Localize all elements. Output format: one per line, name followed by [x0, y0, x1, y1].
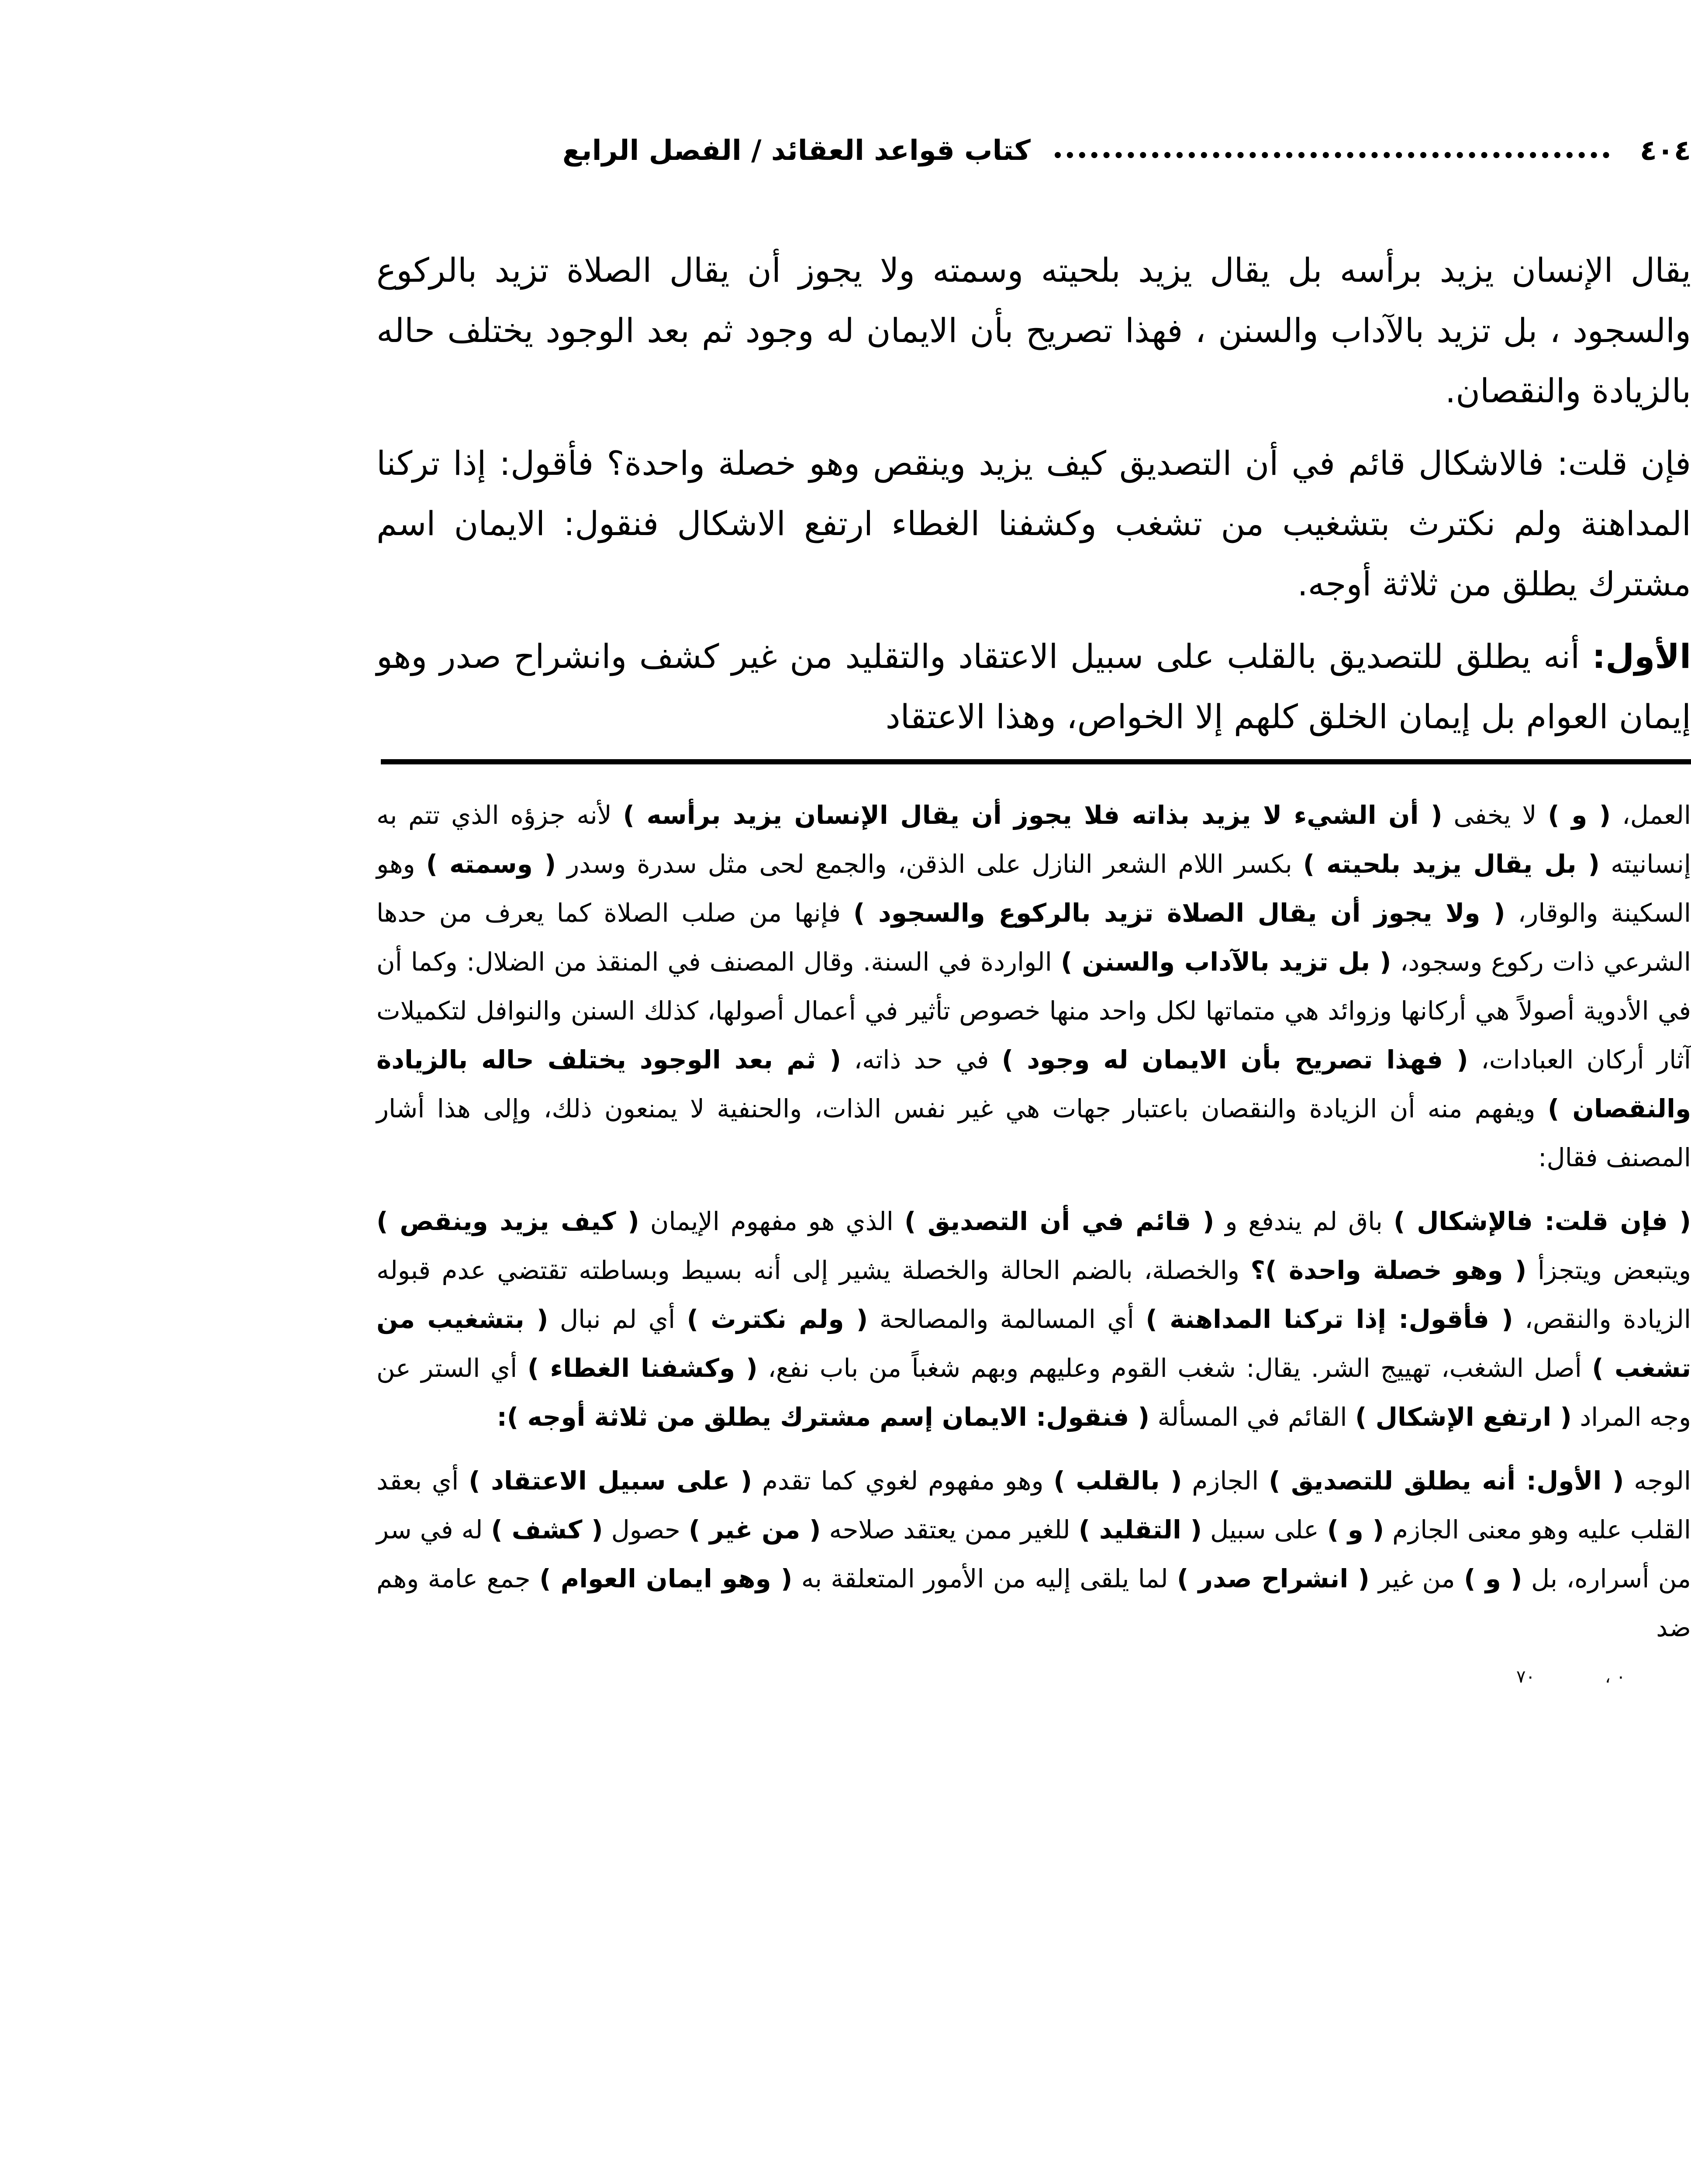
commentary-text: أي المسالمة والمصالحة: [868, 1304, 1146, 1334]
quoted-matn: ( التقليد ): [1078, 1515, 1202, 1545]
commentary-text: أي بعقد القلب عليه وهو معنى الجازم: [376, 1466, 1691, 1545]
commentary-text: وهو مفهوم لغوي كما تقدم: [752, 1466, 1054, 1496]
commentary-text: الواردة في السنة. وقال المصنف في المنقذ من الضلال: وكما أن في الأدوية أصولاً هي أركانها وزوائد هي متماتها لكل واحد منها خصوص تأثير في أعمال أصولها، كذلك السنن والنوافل لتكميلات آثار أركان العبادات،: [376, 947, 1691, 1075]
quoted-matn: ( كيف يزيد وينقص ): [376, 1206, 639, 1236]
footer-mark: ٧٠: [1516, 1667, 1535, 1687]
quoted-matn: ( فأقول: إذا تركنا المداهنة ): [1146, 1304, 1513, 1334]
commentary-text: وهو السكينة والوقار،: [376, 849, 1691, 928]
commentary-text: القائم في المسألة: [1149, 1402, 1355, 1432]
quoted-matn: ( وكشفنا الغطاء ): [527, 1353, 758, 1383]
quoted-matn: ( انشراح صدر ): [1177, 1564, 1370, 1593]
quoted-matn: ( وهو ايمان العوام ): [539, 1564, 793, 1593]
quoted-matn: ( فنقول: الايمان إسم مشترك يطلق من ثلاثة أوجه ):: [497, 1402, 1150, 1432]
quoted-matn: ( ثم بعد الوجود يختلف حاله بالزيادة والنقصان ): [376, 1045, 1691, 1123]
dot-leader: [1055, 152, 1609, 158]
commentary-text: العمل،: [1611, 800, 1691, 830]
quoted-matn: ( من غير ): [688, 1515, 821, 1545]
commentary-text: أي الستر عن وجه المراد: [376, 1353, 1691, 1432]
quoted-matn: ( وهو خصلة واحدة )؟: [1250, 1255, 1527, 1285]
paragraph-text: أنه يطلق للتصديق بالقلب على سبيل الاعتقاد والتقليد من غير كشف وانشراح صدر وهو إيمان العوام بل إيمان الخلق كلهم إلا الخواص، وهذا الاعتقاد: [376, 637, 1691, 736]
main-paragraph-3: [376, 626, 1691, 747]
running-title: كتاب قواعد العقائد / الفصل الرابع: [562, 135, 1031, 167]
commentary-text: ويفهم منه أن الزيادة والنقصان باعتبار جهات هي غير نفس الذات، والحنفية لا يمنعون ذلك، وإلى هذا أشار المصنف فقال:: [376, 1094, 1691, 1172]
commentary-text: فإنها من صلب الصلاة كما يعرف من حدها الشرعي ذات ركوع وسجود،: [376, 898, 1691, 977]
quoted-matn: ( و ): [1464, 1564, 1522, 1593]
book-page: [376, 0, 1691, 1652]
quoted-matn: ( وسمته ): [426, 849, 556, 879]
quoted-matn: ( كشف ): [491, 1515, 603, 1545]
quoted-matn: ( بتشغيب من تشغب ): [376, 1304, 1691, 1383]
quoted-matn: ( و ): [1548, 800, 1611, 830]
quoted-matn: ( فإن قلت: فالإشكال ): [1393, 1206, 1691, 1236]
commentary-text: لما يلقى إليه من الأمور المتعلقة به: [792, 1564, 1177, 1593]
paragraph-lead-word: الأول:: [1592, 637, 1691, 676]
commentary: [376, 791, 1691, 1652]
quoted-matn: ( فهذا تصريح بأن الايمان له وجود ): [1001, 1045, 1468, 1075]
commentary-text: الوجه: [1624, 1466, 1691, 1496]
page-number: ٤٠٤: [1639, 135, 1691, 167]
commentary-text: الجازم: [1182, 1466, 1269, 1496]
quoted-matn: ( الأول: أنه يطلق للتصديق ): [1269, 1466, 1624, 1496]
commentary-text: ويتبعض ويتجزأ: [1526, 1255, 1691, 1285]
quoted-matn: ( و ): [1327, 1515, 1384, 1545]
commentary-paragraph-2: [376, 1197, 1691, 1441]
commentary-text: باق لم يندفع و: [1214, 1206, 1394, 1236]
commentary-text: له في سر من أسراره، بل: [376, 1515, 1691, 1593]
commentary-text: والخصلة، بالضم الحالة والخصلة يشير إلى أنه بسيط وبساطته تقتضي عدم قبوله الزيادة والنقص،: [376, 1255, 1691, 1334]
commentary-text: بكسر اللام الشعر النازل على الذقن، والجمع لحى مثل سدرة وسدر: [556, 849, 1303, 879]
quoted-matn: ( على سبيل الاعتقاد ): [469, 1466, 752, 1496]
footer-mark: ، ٠: [1605, 1667, 1626, 1687]
quoted-matn: ( بل تزيد بالآداب والسنن ): [1060, 947, 1391, 977]
commentary-text: الذي هو مفهوم الإيمان: [639, 1206, 904, 1236]
main-paragraph-2: فإن قلت: فالاشكال قائم في أن التصديق كيف يزيد وينقص وهو خصلة واحدة؟ فأقول: إذا تركنا المداهنة ولم نكترث بتشغيب من تشغب وكشفنا الغطاء ارتفع الاشكال فنقول: الايمان اسم مشترك يطلق من ثلاثة أوجه.: [376, 444, 1691, 603]
commentary-text: جمع عامة وهم ضد: [376, 1564, 1691, 1642]
footer-marks: [1516, 1667, 1691, 1693]
commentary-text: أي لم نبال: [548, 1304, 687, 1334]
quoted-matn: ( قائم في أن التصديق ): [904, 1206, 1215, 1236]
text-commentary-divider: [381, 759, 1691, 764]
commentary-text: لا يخفى: [1442, 800, 1548, 830]
main-paragraph-1: يقال الإنسان يزيد برأسه بل يقال يزيد بلحيته وسمته ولا يجوز أن يقال الصلاة تزيد بالركوع والسجود ، بل تزيد بالآداب والسنن ، فهذا تصريح بأن الايمان له وجود ثم بعد الوجود يختلف حاله بالزيادة والنقصان.: [376, 251, 1691, 410]
commentary-text: في حد ذاته،: [841, 1045, 1002, 1075]
quoted-matn: ( أن الشيء لا يزيد بذاته فلا يجوز أن يقال الإنسان يزيد برأسه ): [623, 800, 1443, 830]
commentary-text: للغير ممن يعتقد صلاحه: [821, 1515, 1079, 1545]
commentary-paragraph-1: [376, 791, 1691, 1182]
commentary-text: لأنه جزؤه الذي تتم به إنسانيته: [376, 800, 1691, 879]
quoted-matn: ( ارتفع الإشكال ): [1355, 1402, 1572, 1432]
quoted-matn: ( بل يقال يزيد بلحيته ): [1303, 849, 1600, 879]
commentary-paragraph-3: [376, 1456, 1691, 1652]
quoted-matn: ( ولا يجوز أن يقال الصلاة تزيد بالركوع والسجود ): [853, 898, 1505, 928]
commentary-text: من غير: [1369, 1564, 1464, 1593]
commentary-text: حصول: [603, 1515, 689, 1545]
commentary-text: أصل الشغب، تهييج الشر. يقال: شغب القوم وعليهم وبهم شغباً من باب نفع،: [757, 1353, 1592, 1383]
main-text: [376, 240, 1691, 747]
commentary-text: على سبيل: [1202, 1515, 1327, 1545]
quoted-matn: ( ولم نكترث ): [687, 1304, 868, 1334]
quoted-matn: ( بالقلب ): [1053, 1466, 1182, 1496]
running-header: [376, 127, 1691, 175]
